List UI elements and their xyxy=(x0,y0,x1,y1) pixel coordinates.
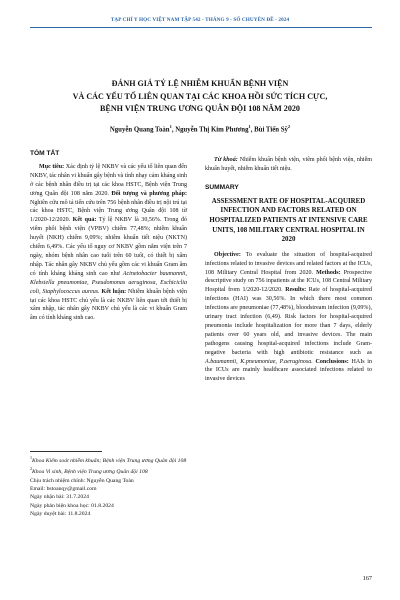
results-label: Results: xyxy=(285,287,307,294)
author-1-affil: 1 xyxy=(169,124,172,129)
summary-en-heading: SUMMARY xyxy=(205,183,239,191)
results-text: Rate of hospital-acquired infections (HAI) was 30,56%. In which there most common infections are pneumoniae (77,48%), bloodstream infection (9,09%), urinary tract infection (6,49). Risk factors for hospital-acquired pneumonia include hospitalization for more than 7 days, elderly patients over 60 years old, and invasive devices. The main pathogens causing hospital-acquired infections include Gram-negative bacteria with high antibiotic resistance such as xyxy=(205,287,373,356)
author-list xyxy=(0,124,400,133)
page-number: 167 xyxy=(362,575,372,582)
footnote-1-text: Khoa Kiểm soát nhiễm khuẩn; Bệnh viện Trung ương Quân đội 108 xyxy=(32,457,187,464)
muc-tieu-label: Mục tiêu: xyxy=(39,163,65,170)
author-2-affil: 1 xyxy=(248,124,251,129)
methods-text: Prospective descriptive study on 756 inpatients at the ICUs, 108 Central Military Hospital from 1/2020-12/2020. xyxy=(205,269,372,294)
ket-qua-text: Tỷ lệ NKBV là 30,56%. Trong đó viêm phổi bệnh viện (VPBV) chiếm 77,48%; nhiễm khuẩn huyết (NKH) chiếm 9,09%; nhiễm khuẩn tiết niệu (NKTN) chiếm 6,49%. Các yếu tố nguy cơ NKBV gồm nằm viện trên 7 ngày, nhóm bệnh nhân cao tuổi trên 60 tuổi, có thiết bị xâm nhập. Tác nhân gây NKBV chủ yếu gồm các vi khuẩn Gram âm có tính kháng kháng sinh cao như xyxy=(30,217,187,277)
received-date: Ngày nhận bài: 31.7.2024 xyxy=(30,494,89,501)
conclusions-text: HAIs in the ICUs are mainly healthcare associated infections related to invasive devices xyxy=(205,358,373,383)
footnote-rule xyxy=(30,451,102,452)
keywords-vi xyxy=(205,156,372,174)
title-line-3: BỆNH VIỆN TRUNG ƯƠNG QUÂN ĐỘI 108 NĂM 2020 xyxy=(100,104,300,113)
right-column xyxy=(205,156,372,384)
ket-qua-label: Kết quả: xyxy=(72,217,97,224)
organisms-en: A.baumannii, K.pneumoniae, P.aeruginosa. xyxy=(205,358,313,365)
footnote-2 xyxy=(30,465,187,476)
ket-luan-text: Nhiễm khuẩn bệnh viện tại các khoa HSTC chủ yếu là các NKBV liên quan tới thiết bị xâm nhập, tác nhân gây NKBV chủ yếu là các vi khuẩn Gram âm có tính kháng sinh cao. xyxy=(30,288,188,322)
footnote-2-marker: 2 xyxy=(30,466,32,472)
footnotes xyxy=(30,451,187,519)
english-title: ASSESSMENT RATE OF HOSPITAL-ACQUIRED INFECTION AND FACTORS RELATED ON HOSPITALIZED PATIENTS AT INTENSIVE CARE UNITS, 108 MILITARY CENTRAL HOSPITAL IN 2020 xyxy=(209,197,368,244)
article-title xyxy=(40,78,360,116)
ket-luan-label: Kết luận: xyxy=(101,288,127,295)
title-line-2: VÀ CÁC YẾU TỐ LIÊN QUAN TẠI CÁC KHOA HỒI SỨC TÍCH CỰC, xyxy=(72,91,328,101)
title-line-1: ĐÁNH GIÁ TỶ LỆ NHIỄM KHUẨN BỆNH VIỆN xyxy=(111,79,289,88)
methods-label: Methods: xyxy=(316,269,341,276)
author-2: Nguyễn Thị Kim Phương xyxy=(175,126,249,134)
organisms-vi: Acinetobacter baumannii, Klebsiella pneumoniae, Pseudomonas aeruginosa, Eschiciclia coli, Staphylococcus aureus. xyxy=(30,270,187,295)
doi-tuong-label: Đối tượng và phương pháp: xyxy=(111,190,187,197)
doi-tuong-text: Nghiên cứu mô tả tiến cứu trên 756 bệnh nhân điều trị nội trú tại các khoa HSTC, Bệnh viện Trung ương Quân đội 108 từ 1/2020-12/2020. xyxy=(30,199,187,224)
abstract-vi-paragraph xyxy=(30,163,187,323)
author-separator-2: , xyxy=(250,126,255,134)
muc-tieu-text: Xác định tỷ lệ NKBV và các yếu tố liên quan đến NKBV, tác nhân vi khuẩn gây bệnh và tính nhạy cảm kháng sinh ở các bệnh nhân điều trị tại các khoa HSTC, Bệnh viện Trung ương Quân đội 108 năm 2020. xyxy=(30,163,187,197)
reviewed-date: Ngày phản biện khoa học: 01.8.2024 xyxy=(30,502,114,509)
corresponding-author: Chịu trách nhiệm chính: Nguyễn Quang Toàn xyxy=(30,477,134,484)
tu-khoa-text: Nhiễm khuẩn bệnh viện, viêm phổi bệnh viện, nhiễm khuẩn huyết, nhiễm khuẩn tiết niệu. xyxy=(205,157,372,172)
author-separator-1: , xyxy=(171,126,176,134)
author-3-affil: 2 xyxy=(287,124,291,129)
tu-khoa-label: Từ khoá: xyxy=(214,157,238,163)
journal-header: TẠP CHÍ Y HỌC VIỆT NAM TẬP 542 - THÁNG 9 - SỐ CHUYÊN ĐỀ - 2024 xyxy=(110,17,290,23)
conclusions-label: Conclusions: xyxy=(315,358,349,365)
email: Email: bstoanqy@gmail.com xyxy=(30,486,97,492)
abstract-en-paragraph xyxy=(205,251,372,385)
footnote-2-text: Khoa Vi sinh, Bệnh viện Trung ương Quân đội 108 xyxy=(32,469,148,476)
header-rule xyxy=(30,27,372,28)
author-3: Bùi Tiến Sỹ xyxy=(254,126,288,134)
objective-label: Objective: xyxy=(214,251,241,258)
accepted-date: Ngày duyệt bài: 11.8.2024 xyxy=(30,511,91,518)
objective-text: To evaluate the situation of hospital-acquired infections related to invasive devices and related factors at the ICUs, 108 Military Central Hospital from 2020. xyxy=(205,251,372,276)
summary-vi-heading: TÓM TẮT xyxy=(30,150,60,157)
footnote-1-marker: 1 xyxy=(30,455,32,460)
footnote-1 xyxy=(30,454,187,465)
author-1: Nguyễn Quang Toàn xyxy=(109,126,170,134)
left-column xyxy=(30,150,187,323)
